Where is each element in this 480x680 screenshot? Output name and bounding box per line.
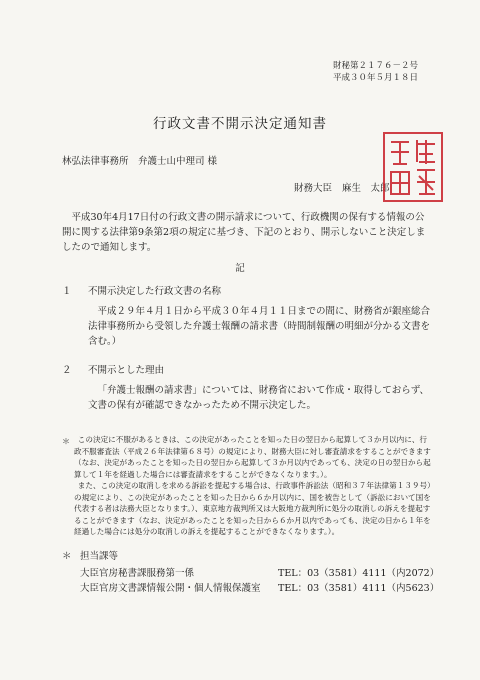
contact-dept: 大臣官房秘書課服務第一係 xyxy=(80,568,195,579)
contact-dept: 大臣官房文書課情報公開・個人情報保護室 xyxy=(80,583,261,594)
contact-heading: 担当課等 xyxy=(80,551,119,562)
contact-tel: TEL：03（3581）4111（内5623） xyxy=(278,583,440,594)
body-paragraph: 平成30年4月17日付の行政文書の開示請求について、行政機関の保有する情報の公開に関する法律第9条第2項の規定に基づき、下記のとおり、開示しないこと決定しましたので通知します。 xyxy=(62,212,426,253)
section1-text: 平成２９年４月１日から平成３０年４月１１日までの間に、財務省が銀座総合法律事務所から受領した弁護士報酬の請求書（時間制報酬の明細が分かる文書を含む。） xyxy=(88,306,431,347)
ki-heading: 記 xyxy=(235,263,245,274)
notes-paragraph-2: また、この決定の取消しを求める訴訟を提起する場合は、行政事件訴訟法（昭和３７年法律第１３９号）の規定により、この決定があったことを知った日から６か月以内に、国を被告として（訴訟において国を代表する者は法務大臣となります。）、東京地方裁判所又は大阪地方裁判所に処分の取消しの訴えを提起することができます（なお、決定があったことを知った日から６か月以内であっても、決定の日から１年を経過した場合には処分の取消しの訴えを提起することができなくなります。）。 xyxy=(74,481,431,536)
sender-role: 財務大臣 xyxy=(294,183,333,194)
document-title: 行政文書不開示決定通知書 xyxy=(153,116,327,132)
contact-row xyxy=(80,565,440,579)
section2-text: 「弁護士報酬の請求書」については、財務省において作成・取得しておらず、文書の保有が確認できなかったため不開示決定した。 xyxy=(88,385,430,411)
notes-paragraph-1: この決定に不服があるときは、この決定があったことを知った日の翌日から起算して３か月以内に、行政不服審査法（平成２６年法律第６８号）の規定により、財務大臣に対し審査請求をすることができます（なお、決定があったことを知った日の翌日から起算して３か月以内であっても、決定の日の翌日から起算して１年を経過した場合には審査請求をすることができなくなります。）。 xyxy=(74,435,431,479)
document-number: 財秘第２１７６－２号 xyxy=(332,61,418,71)
contact-row xyxy=(80,580,440,594)
section1-heading: 不開示決定した行政文書の名称 xyxy=(88,286,222,297)
notes-star: ＊ xyxy=(62,437,70,446)
section2-heading: 不開示とした理由 xyxy=(88,365,165,376)
section1-number: １ xyxy=(62,286,72,297)
document-date: 平成３０年５月１８日 xyxy=(332,73,418,83)
document-number-block xyxy=(333,60,418,84)
contact-tel: TEL：03（3581）4111（内2072） xyxy=(278,568,440,579)
section2-number: ２ xyxy=(62,365,72,376)
recipient: 林弘法律事務所 弁護士山中理司 様 xyxy=(62,156,218,167)
sender-name: 麻生 太郎 xyxy=(342,183,390,194)
official-seal xyxy=(383,132,443,202)
contact-star: ＊ xyxy=(62,551,72,562)
